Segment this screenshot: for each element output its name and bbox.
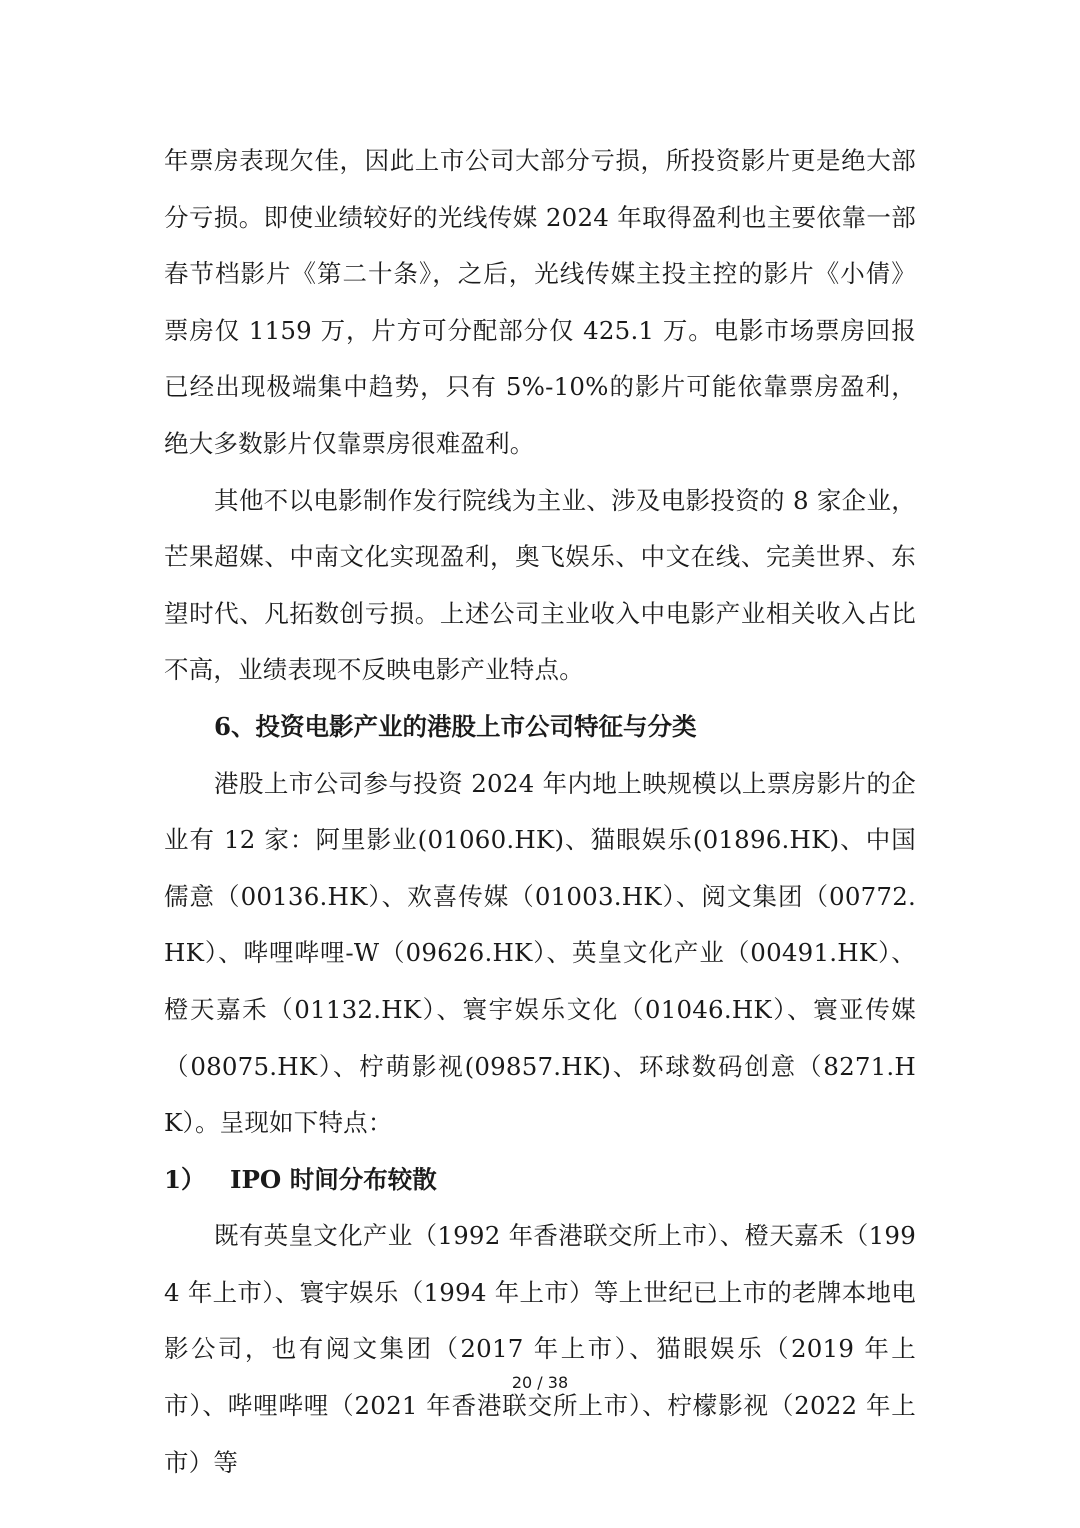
section-heading: 6、投资电影产业的港股上市公司特征与分类 [214, 711, 697, 741]
document-body [164, 133, 916, 1491]
body-paragraph-3: 港股上市公司参与投资 2024 年内地上映规模以上票房影片的企业有 12 家：阿里影业(01060.HK)、猫眼娱乐(01896.HK)、中国儒意（00136.HK）、欢喜传媒（01003.HK）、阅文集团（00772.HK）、哔哩哔哩-W（09626.HK）、英皇文化产业（00491.HK）、橙天嘉禾（01132.HK）、寰宇娱乐文化（01046.HK）、寰亚传媒（08075.HK）、柠萌影视(09857.HK)、环球数码创意（8271.HK）。呈现如下特点： [164, 768, 916, 1138]
page-number: 20 / 38 [511, 1373, 569, 1392]
subsection-heading [164, 1152, 916, 1209]
body-paragraph-1: 年票房表现欠佳，因此上市公司大部分亏损，所投资影片更是绝大部分亏损。即使业绩较好的光线传媒 2024 年取得盈利也主要依靠一部春节档影片《第二十条》，之后，光线传媒主投主控的影片《小倩》票房仅 1159 万，片方可分配部分仅 425.1 万。电影市场票房回报已经出现极端集中趋势，只有 5%-10%的影片可能依靠票房盈利，绝大多数影片仅靠票房很难盈利。 [164, 146, 916, 458]
body-paragraph-4: 既有英皇文化产业（1992 年香港联交所上市）、橙天嘉禾（1994 年上市）、寰宇娱乐（1994 年上市）等上世纪已上市的老牌本地电影公司，也有阅文集团（2017 年上市）、猫眼娱乐（2019 年上市）、哔哩哔哩（2021 年香港联交所上市）、柠檬影视（2022 年上市）等 [164, 1221, 916, 1477]
subsection-title: IPO 时间分布较散 [230, 1164, 437, 1194]
subsection-number: 1） [164, 1164, 206, 1194]
body-paragraph-2: 其他不以电影制作发行院线为主业、涉及电影投资的 8 家企业，芒果超媒、中南文化实现盈利，奥飞娱乐、中文在线、完美世界、东望时代、凡拓数创亏损。上述公司主业收入中电影产业相关收入占比不高，业绩表现不反映电影产业特点。 [164, 485, 916, 685]
